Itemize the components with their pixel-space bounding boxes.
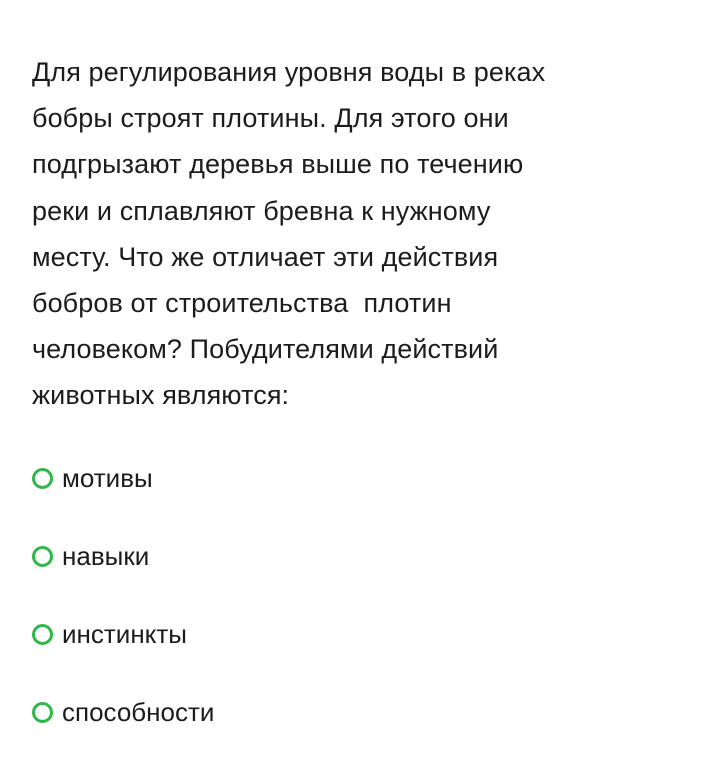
answer-option-instinkty[interactable] xyxy=(32,611,214,657)
answer-option-motivy[interactable] xyxy=(32,455,214,501)
answer-option-label: инстинкты xyxy=(62,618,187,649)
answer-option-label: способности xyxy=(62,696,215,727)
question-line: месту. Что же отличает эти действия xyxy=(32,241,499,272)
radio-unchecked-icon[interactable] xyxy=(32,702,53,723)
question-line: человеком? Побудителями действий xyxy=(32,334,499,365)
radio-unchecked-icon[interactable] xyxy=(32,546,53,567)
question-line: реки и сплавляют бревна к нужному xyxy=(32,195,491,226)
answer-options xyxy=(32,455,214,767)
radio-unchecked-icon[interactable] xyxy=(32,624,53,645)
answer-option-navyki[interactable] xyxy=(32,533,214,579)
question-line: бобров от строительства плотин xyxy=(32,288,452,319)
radio-unchecked-icon[interactable] xyxy=(32,468,53,489)
question-text xyxy=(32,49,682,419)
question-line: бобры строят плотины. Для этого они xyxy=(32,103,509,134)
question-line: подгрызают деревья выше по течению xyxy=(32,149,524,180)
answer-option-label: навыки xyxy=(62,540,150,571)
cut-off-header-text xyxy=(120,0,340,6)
question-line: Для регулирования уровня воды в реках xyxy=(32,57,546,87)
answer-option-sposobnosti[interactable] xyxy=(32,689,214,735)
question-line: животных являются: xyxy=(32,380,290,411)
answer-option-label: мотивы xyxy=(62,462,153,493)
